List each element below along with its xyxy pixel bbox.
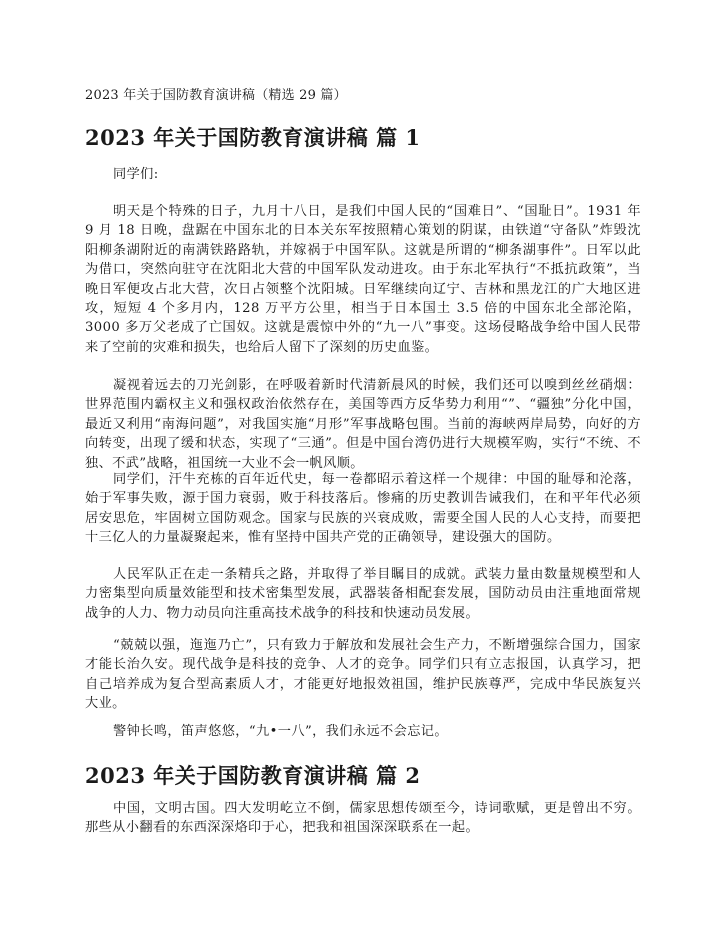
section-2-heading: 2023 年关于国防教育演讲稿 篇 2 (85, 763, 421, 788)
paragraph: 凝视着远去的刀光剑影，在呼吸着新时代清新晨风的时候，我们还可以嗅到丝丝硝烟：世界范围内霸权主义和强权政治依然存在，美国等西方反华势力利用“”、“疆独”分化中国，最近又利用“南海问题”，对我国实施“月形”军事战略包围。当前的海峡两岸局势，向好的方向转变，出现了缓和状态，实现了“三通”。但是中国台湾仍进行大规模军购，实行“不统、不独、不武”战略，祖国统一大业不会一帆风顺。 (85, 378, 641, 471)
document-title: 2023 年关于国防教育演讲稿（精选 29 篇） (85, 88, 347, 103)
paragraph: 人民军队正在走一条精兵之路，并取得了举目瞩目的成就。武装力量由数量规模型和人力密集型向质量效能型和技术密集型发展，武器装备相配套发展，国防动员由注重地面常规战争的人力、物力动员向注重高技术战争的科技和快速动员发展。 (85, 567, 641, 621)
paragraph: 同学们，汗牛充栋的百年近代史，每一卷都昭示着这样一个规律：中国的耻辱和沦落，始于军事失败，源于国力衰弱，败于科技落后。惨痛的历史教训告诫我们，在和平年代必须居安思危，牢固树立国防观念。国家与民族的兴衰成败，需要全国人民的人心支持，而要把十三亿人的力量凝聚起来，惟有坚持中国共产党的正确领导，建设强大的国防。 (85, 472, 641, 546)
paragraph: 警钟长鸣，笛声悠悠，“九•一八”，我们永远不会忘记。 (113, 724, 448, 739)
section-1-heading: 2023 年关于国防教育演讲稿 篇 1 (85, 125, 421, 150)
paragraph: 明天是个特殊的日子，九月十八日，是我们中国人民的“国难日”、“国耻日”。1931 年 9 月 18 日晚，盘踞在中国东北的日本关东军按照精心策划的阴谋，由铁道“守备队”炸毁沈阳柳条湖附近的南满铁路路轨，并嫁祸于中国军队。这就是所谓的“柳条湖事件”。日军以此为借口，突然向驻守在沈阳北大营的中国军队发动进攻。由于东北军执行“不抵抗政策”，当晚日军便攻占北大营，次日占领整个沈阳城。日军继续向辽宁、吉林和黑龙江的广大地区进攻，短短 4 个多月内，128 万平方公里，相当于日本国土 3.5 倍的中国东北全部沦陷，3000 多万父老成了亡国奴。这就是震惊中外的“九一八”事变。这场侵略战争给中国人民带来了空前的灾难和损失，也给后人留下了深刻的历史血鉴。 (85, 204, 641, 355)
salutation: 同学们: (113, 167, 159, 182)
paragraph: “兢兢以强，迤迤乃亡”，只有致力于解放和发展社会生产力，不断增强综合国力，国家才能长治久安。现代战争是科技的竞争、人才的竞争。同学们只有立志报国，认真学习，把自己培养成为复合型高素质人才，才能更好地报效祖国，维护民族尊严，完成中华民族复兴大业。 (85, 638, 641, 712)
paragraph: 中国，文明古国。四大发明屹立不倒，儒家思想传颂至今，诗词歌赋，更是曾出不穷。那些从小翻看的东西深深烙印于心，把我和祖国深深联系在一起。 (85, 801, 641, 836)
